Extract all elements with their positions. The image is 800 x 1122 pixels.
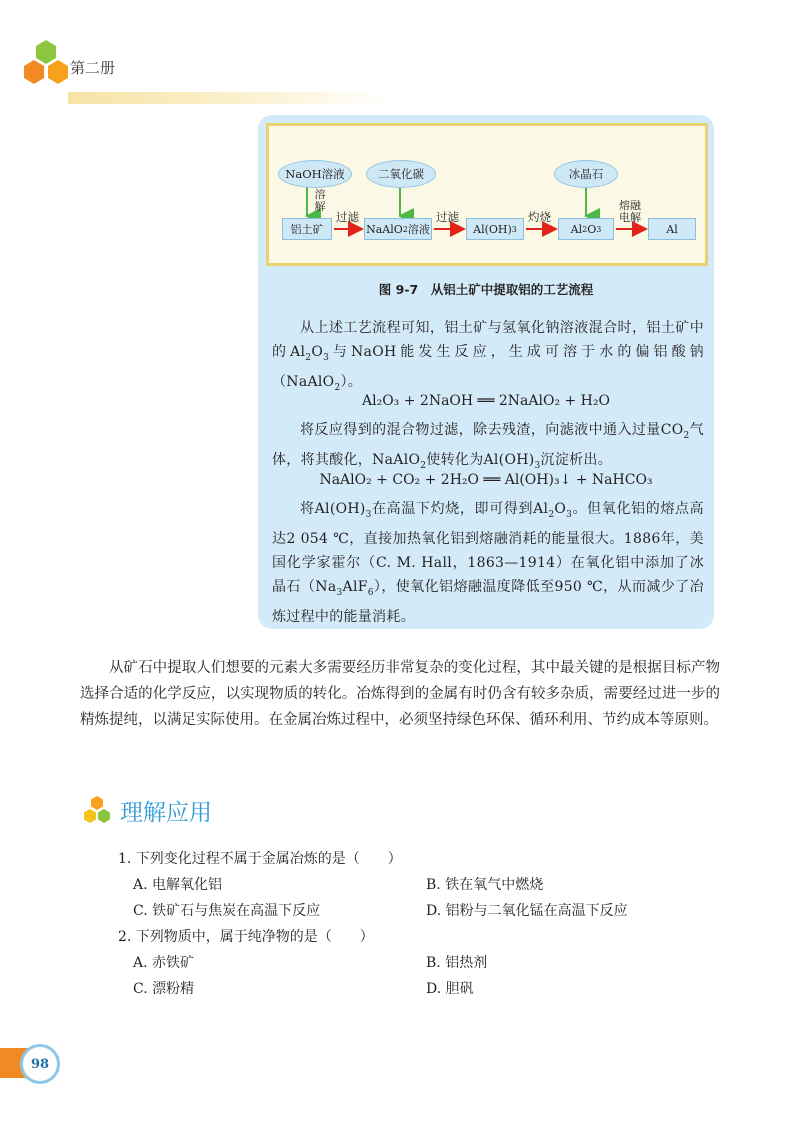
label-electrolysis: 熔融电解 xyxy=(619,199,641,224)
box-paragraph-2: 将反应得到的混合物过滤，除去残渣，向滤液中通入过量$CO_2$气体，将其酸化，NaAlO$_2$使转化为$Al(OH)_3$沉淀析出。 xyxy=(272,422,704,471)
question-2-stem: 2. 下列物质中，属于纯净物的是（ ） xyxy=(118,929,374,945)
flow-arrows xyxy=(0,0,800,300)
reagent-cryolite: 冰晶石 xyxy=(554,160,618,188)
question-1-option-b: B. 铁在氧气中燃烧 xyxy=(426,877,544,893)
label-dissolve: 溶解 xyxy=(314,188,326,213)
reagent-co2: 二氧化碳 xyxy=(366,160,436,188)
box-paragraph-1: 从上述工艺流程可知，铝土矿与氢氧化钠溶液混合时，铝土矿中的$Al_2O_3$与NaOH能发生反应，生成可溶于水的偏铝酸钠（NaAlO$_2$）。 xyxy=(272,320,704,393)
question-1-option-a: A. 电解氧化铝 xyxy=(133,877,223,893)
node-al2o3: Al 2 O 3 xyxy=(558,218,614,240)
question-1-stem: 1. 下列变化过程不属于金属冶炼的是（ ） xyxy=(118,851,402,867)
question-2-option-d: D. 胆矾 xyxy=(426,981,474,997)
question-2-option-b: B. 铝热剂 xyxy=(426,955,488,971)
section-heading xyxy=(82,793,212,827)
reagent-naoh: NaOH溶液 xyxy=(278,160,352,188)
label-filter-1: 过滤 xyxy=(336,210,359,224)
node-al: Al xyxy=(648,218,696,240)
hexagon-section-icon xyxy=(82,795,112,825)
book-volume-label: 第二册 xyxy=(70,59,116,77)
box-paragraph-3: 将$Al(OH)_3$在高温下灼烧，即可得到$Al_2O_3$。但氧化铝的熔点高达2 054 ℃，直接加热氧化铝到熔融消耗的能量很大。1886年，美国化学家霍尔（C. M. Hall，1863—1914）在氧化铝中添加了冰晶石$(Na_3AlF_6)$，使氧化铝熔融温度降低至950 ℃，从而减少了冶炼过程中的能量消耗。 xyxy=(272,501,704,625)
node-aloh3: Al(OH) 3 xyxy=(466,218,524,240)
page-number: 98 xyxy=(20,1044,60,1084)
label-calcine: 灼烧 xyxy=(528,210,551,224)
body-paragraph: 从矿石中提取人们想要的元素大多需要经历非常复杂的变化过程，其中最关键的是根据目标产物选择合适的化学反应，以实现物质的转化。冶炼得到的金属有时仍含有较多杂质，需要经过进一步的精炼提纯，以满足实际使用。在金属冶炼过程中，必须坚持绿色环保、循环利用、节约成本等原则。 xyxy=(80,660,720,728)
question-1-option-d: D. 铝粉与二氧化锰在高温下反应 xyxy=(426,903,628,919)
question-2-option-a: A. 赤铁矿 xyxy=(133,955,195,971)
node-bauxite: 铝土矿 xyxy=(282,218,332,240)
figure-caption: 图 9-7 从铝土矿中提取铝的工艺流程 xyxy=(378,282,594,297)
section-title: 理解应用 xyxy=(120,799,212,826)
equation-1: Al₂O₃ + 2NaOH ══ 2NaAlO₂ + H₂O xyxy=(362,393,610,409)
node-naalo2: NaAlO 2 溶液 xyxy=(364,218,432,240)
equation-2: NaAlO₂ + CO₂ + 2H₂O ══ Al(OH)₃↓ + NaHCO₃ xyxy=(319,472,653,488)
question-2-option-c: C. 漂粉精 xyxy=(133,981,195,997)
question-1-option-c: C. 铁矿石与焦炭在高温下反应 xyxy=(133,903,321,919)
label-filter-2: 过滤 xyxy=(436,210,459,224)
